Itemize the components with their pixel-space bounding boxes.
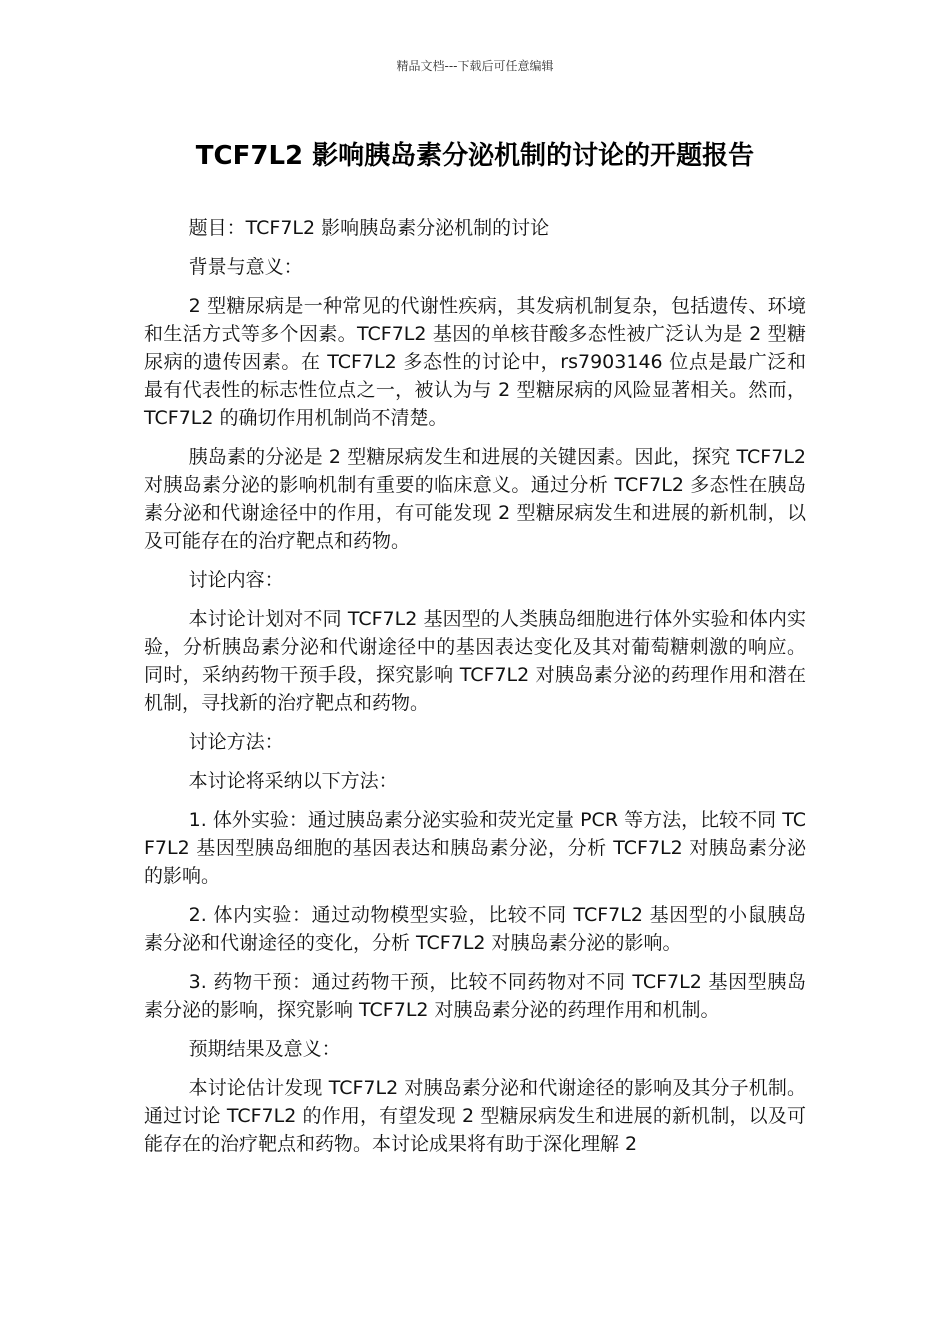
paragraph-method-1: 1. 体外实验：通过胰岛素分泌实验和荧光定量 PCR 等方法，比较不同 TCF7L2 基因型胰岛细胞的基因表达和胰岛素分泌，分析 TCF7L2 对胰岛素分泌的影响。 [144, 809, 806, 887]
paragraph-content: 本讨论计划对不同 TCF7L2 基因型的人类胰岛细胞进行体外实验和体内实验，分析胰岛素分泌和代谢途径中的基因表达变化及其对葡萄糖刺激的响应。同时，采纳药物干预手段，探究影响 TCF7L2 对胰岛素分泌的药理作用和潜在机制，寻找新的治疗靶点和药物。 [144, 608, 806, 714]
document-body [144, 214, 806, 1169]
paragraph-topic: 题目：TCF7L2 影响胰岛素分泌机制的讨论 [188, 217, 550, 239]
heading-background: 背景与意义： [188, 256, 303, 278]
document-title: TCF7L2 影响胰岛素分泌机制的讨论的开题报告 [195, 141, 755, 171]
header-note: 精品文档---下载后可任意编辑 [396, 59, 554, 73]
paragraph-method-3: 3. 药物干预：通过药物干预，比较不同药物对不同 TCF7L2 基因型胰岛素分泌的影响，探究影响 TCF7L2 对胰岛素分泌的药理作用和机制。 [144, 971, 806, 1021]
paragraph-background-1: 2 型糖尿病是一种常见的代谢性疾病，其发病机制复杂，包括遗传、环境和生活方式等多个因素。TCF7L2 基因的单核苷酸多态性被广泛认为是 2 型糖尿病的遗传因素。在 TCF7L2 多态性的讨论中，rs7903146 位点是最广泛和最有代表性的标志性位点之一，被认为与 2 型糖尿病的风险显著相关。然而，TCF7L2 的确切作用机制尚不清楚。 [144, 295, 806, 429]
heading-content: 讨论内容： [188, 569, 284, 591]
paragraph-expected-results: 本讨论估计发现 TCF7L2 对胰岛素分泌和代谢途径的影响及其分子机制。通过讨论 TCF7L2 的作用，有望发现 2 型糖尿病发生和进展的新机制，以及可能存在的治疗靶点和药物。本讨论成果将有助于深化理解 2 [144, 1077, 806, 1155]
heading-expected-results: 预期结果及意义： [188, 1038, 341, 1060]
heading-methods: 讨论方法： [188, 731, 284, 753]
paragraph-background-2: 胰岛素的分泌是 2 型糖尿病发生和进展的关键因素。因此，探究 TCF7L2 对胰岛素分泌的影响机制有重要的临床意义。通过分析 TCF7L2 多态性在胰岛素分泌和代谢途径中的作用，有可能发现 2 型糖尿病发生和进展的新机制，以及可能存在的治疗靶点和药物。 [144, 446, 806, 552]
paragraph-method-2: 2. 体内实验：通过动物模型实验，比较不同 TCF7L2 基因型的小鼠胰岛素分泌和代谢途径的变化，分析 TCF7L2 对胰岛素分泌的影响。 [144, 904, 806, 954]
paragraph-methods-intro: 本讨论将采纳以下方法： [188, 770, 398, 792]
